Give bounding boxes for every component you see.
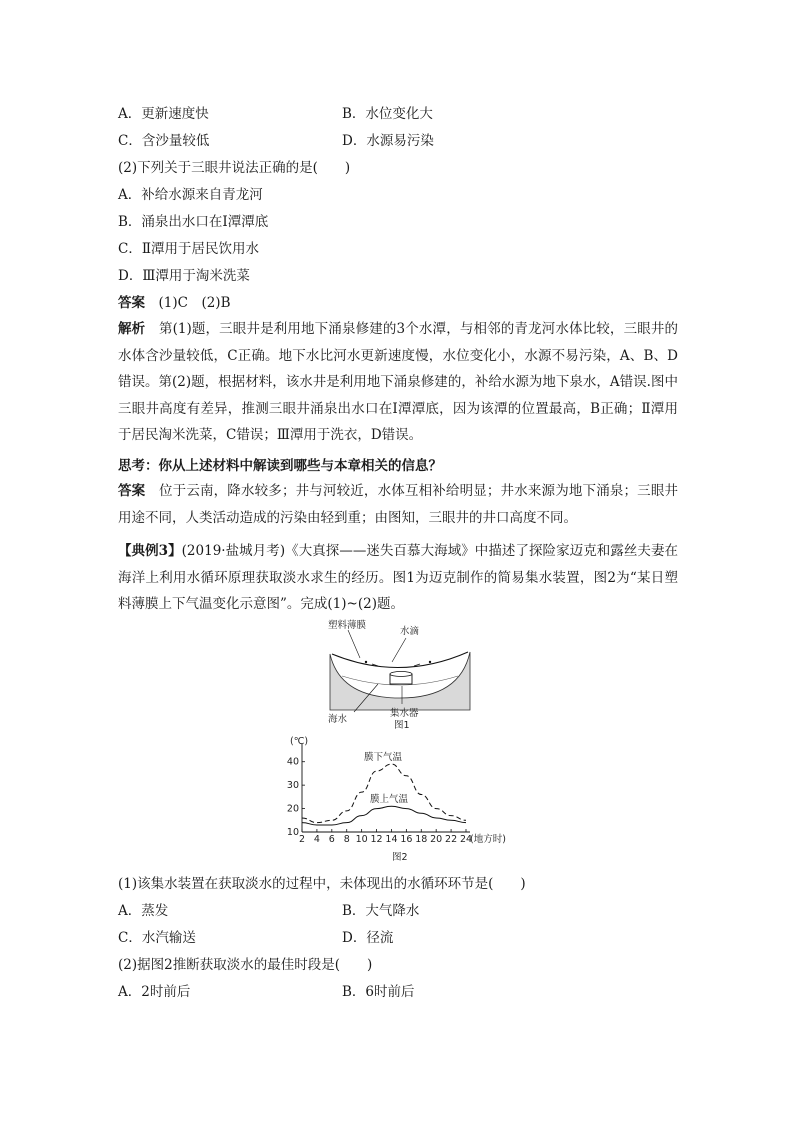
new-question-1-option-c: C．水汽输送 (118, 930, 196, 946)
answer-2-paragraph (118, 478, 678, 531)
label-plastic-film: 塑料薄膜 (328, 620, 367, 631)
think-text: 你从上述材料中解读到哪些与本章相关的信息？ (158, 458, 442, 474)
water-drop (429, 661, 431, 663)
x-tick-label: 8 (343, 834, 350, 845)
analysis-text: 第(1)题，三眼井是利用地下涌泉修建的3个水潭，与相邻的青龙河水体比较，三眼井的水体含沙量较低，C正确。地下水比河水更新速度慢，水位变化小，水源不易污染，A、B、D错误。第(2)题，根据材料，该水井是利用地下涌泉修建的，补给水源为地下泉水，A错误.图中三眼井高度有差异，推测三眼井涌泉出水口在Ⅰ潭潭底，因为该潭的位置最高，B正确；Ⅱ潭用于居民淘米洗菜，C错误；Ⅲ潭用于洗衣，D错误。 (118, 321, 679, 443)
new-question-2-stem: (2)据图2推断获取淡水的最佳时段是( ) (118, 957, 373, 973)
answer-line (118, 294, 231, 312)
option-d: D．水源易污染 (342, 133, 434, 149)
x-tick-label: 22 (445, 834, 458, 845)
plastic-film (332, 652, 468, 668)
new-question-2-option-b: B．6时前后 (342, 984, 415, 1000)
option-a: A．更新速度快 (118, 106, 209, 122)
x-tick-label: 24 (459, 834, 473, 845)
x-tick-label: 16 (400, 834, 413, 845)
y-tick-label: 40 (286, 756, 299, 768)
new-question-1-option-b: B．大气降水 (342, 903, 420, 919)
chart-y-axis-label: (℃) (290, 736, 309, 747)
label-water-drop: 水滴 (400, 626, 420, 637)
example-text: (2019·盐城月考)《大真探——迷失百慕大海域》中描述了探险家迈克和露丝夫妻在海洋上利用水循环原理获取淡水求生的经历。图1为迈克制作的简易集水装置，图2为“某日塑料薄膜上下气温变化示意图”。完成(1)~(2)题。 (118, 543, 678, 612)
series-line-above-film (302, 806, 466, 825)
x-tick-label: 12 (370, 834, 383, 845)
leader-drop (392, 638, 406, 662)
answer-2-text: 位于云南，降水较多；井与河较近，水体互相补给明显；井水来源为地下涌泉；三眼井用途不同，人类活动造成的污染由轻到重；由图知，三眼井的井口高度不同。 (118, 483, 679, 526)
analysis-label: 解析 (118, 321, 146, 337)
y-tick-label: 20 (286, 803, 299, 815)
think-label: 思考： (118, 458, 159, 474)
think-line (118, 457, 442, 475)
example-label: 【典例3】 (118, 543, 182, 559)
new-question-1-option-d: D．径流 (342, 930, 394, 946)
question-2-stem: (2)下列关于三眼井说法正确的是( ) (118, 160, 351, 176)
x-tick-label: 6 (328, 834, 335, 845)
option-c: C．含沙量较低 (118, 133, 210, 149)
question-2-option-b: B．涌泉出水口在Ⅰ潭潭底 (118, 214, 269, 230)
question-2-option-d: D．Ⅲ潭用于淘米洗菜 (118, 268, 250, 284)
option-b: B．水位变化大 (342, 106, 433, 122)
new-question-2-option-a: A．2时前后 (118, 984, 191, 1000)
figure-2-chart (280, 732, 520, 866)
question-2-option-a: A．补给水源来自青龙河 (118, 187, 263, 203)
x-tick-label: 4 (313, 834, 320, 845)
example-3-paragraph (118, 538, 678, 618)
figure-1-diagram (320, 618, 480, 730)
x-tick-label: 20 (430, 834, 443, 845)
figure-1-caption: 图1 (394, 720, 410, 730)
x-tick-label: 2 (298, 834, 306, 845)
y-tick-label: 10 (286, 827, 299, 838)
x-tick-label: 14 (385, 834, 398, 845)
collector-top (390, 672, 412, 677)
question-2-option-c: C．Ⅱ潭用于居民饮用水 (118, 241, 260, 257)
x-tick-label: 10 (355, 834, 368, 845)
water-drop (365, 661, 367, 663)
x-tick-label: 18 (415, 834, 428, 845)
label-sea-water: 海水 (328, 714, 348, 725)
new-question-1-option-a: A．蒸发 (118, 903, 169, 919)
answer-2-label: 答案 (118, 483, 146, 499)
series-label-above-film: 膜上气温 (370, 794, 409, 805)
answer-label: 答案 (118, 295, 145, 311)
label-collector: 集水器 (390, 708, 419, 719)
answer-text: (1)C (2)B (158, 295, 231, 311)
y-tick-label: 30 (286, 780, 299, 792)
leader-film (348, 630, 360, 658)
new-question-1-stem: (1)该集水装置在获取淡水的过程中，未体现出的水循环环节是( ) (118, 876, 526, 892)
chart-x-axis-label: (地方时) (470, 834, 506, 845)
figure-2-caption: 图2 (392, 852, 408, 863)
series-label-under-film: 膜下气温 (364, 752, 403, 763)
analysis-paragraph (118, 316, 678, 449)
